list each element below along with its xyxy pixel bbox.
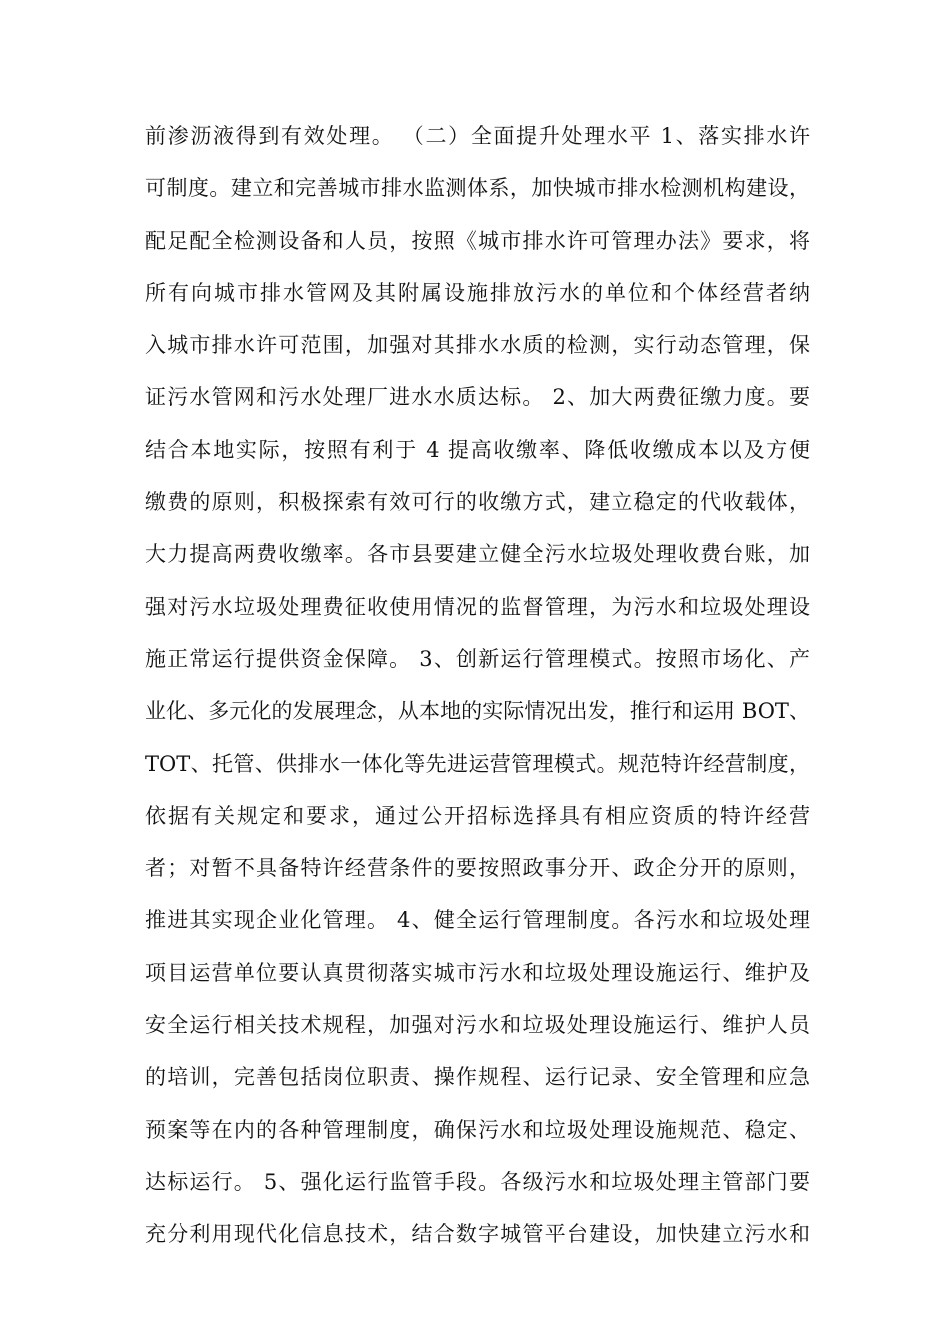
text-line: 配足配全检测设备和人员，按照《城市排水许可管理办法》要求，将 bbox=[145, 228, 810, 253]
text-line: 的培训，完善包括岗位职责、操作规程、运行记录、安全管理和应急 bbox=[145, 1065, 810, 1090]
text-line: 项目运营单位要认真贯彻落实城市污水和垃圾处理设施运行、维护及 bbox=[145, 960, 810, 985]
text-line: 推进其实现企业化管理。 4、健全运行管理制度。各污水和垃圾处理 bbox=[145, 908, 810, 933]
text-line: 达标运行。 5、强化运行监管手段。各级污水和垃圾处理主管部门要 bbox=[145, 1169, 810, 1194]
text-line: 证污水管网和污水处理厂进水水质达标。 2、加大两费征缴力度。要 bbox=[145, 385, 810, 410]
text-line: 预案等在内的各种管理制度，确保污水和垃圾处理设施规范、稳定、 bbox=[145, 1117, 810, 1142]
text-line: 充分利用现代化信息技术，结合数字城管平台建设，加快建立污水和 bbox=[145, 1222, 810, 1247]
text-line: 可制度。建立和完善城市排水监测体系，加快城市排水检测机构建设， bbox=[145, 176, 810, 201]
text-line: 前渗沥液得到有效处理。 （二）全面提升处理水平 1、落实排水许 bbox=[145, 124, 810, 148]
text-line: 业化、多元化的发展理念，从本地的实际情况出发，推行和运用 BOT、 bbox=[145, 699, 810, 724]
body-text bbox=[145, 110, 810, 1261]
text-line: 大力提高两费收缴率。各市县要建立健全污水垃圾处理收费台账，加 bbox=[145, 542, 810, 567]
text-line: 安全运行相关技术规程，加强对污水和垃圾处理设施运行、维护人员 bbox=[145, 1013, 810, 1038]
text-line: 者；对暂不具备特许经营条件的要按照政事分开、政企分开的原则， bbox=[145, 856, 810, 881]
text-line: TOT、托管、供排水一体化等先进运营管理模式。规范特许经营制度， bbox=[145, 751, 810, 776]
text-line: 强对污水垃圾处理费征收使用情况的监督管理，为污水和垃圾处理设 bbox=[145, 594, 810, 619]
text-line: 依据有关规定和要求，通过公开招标选择具有相应资质的特许经营 bbox=[145, 803, 810, 828]
text-line: 结合本地实际，按照有利于 4 提高收缴率、降低收缴成本以及方便 bbox=[145, 437, 810, 462]
text-line: 施正常运行提供资金保障。 3、创新运行管理模式。按照市场化、产 bbox=[145, 646, 810, 671]
text-line: 入城市排水许可范围，加强对其排水水质的检测，实行动态管理，保 bbox=[145, 333, 810, 358]
text-line: 所有向城市排水管网及其附属设施排放污水的单位和个体经营者纳 bbox=[145, 280, 810, 305]
text-line: 缴费的原则，积极探索有效可行的收缴方式，建立稳定的代收载体， bbox=[145, 490, 810, 515]
